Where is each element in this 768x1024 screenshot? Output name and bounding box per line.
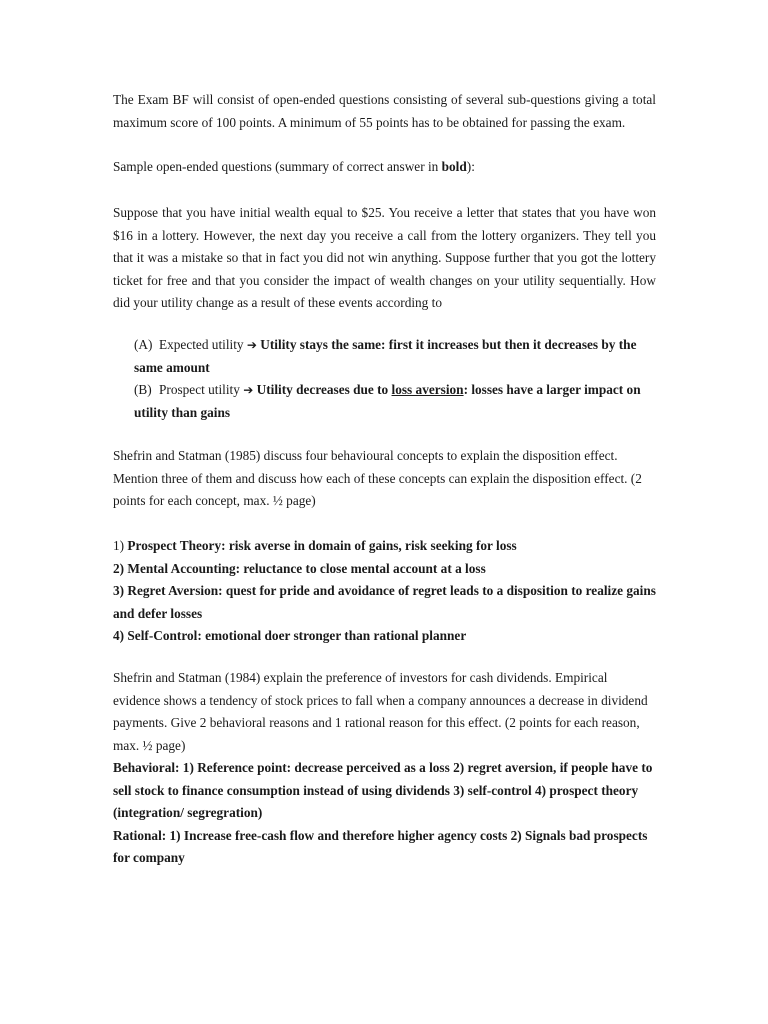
option-b [134, 379, 656, 424]
answer-3-text: 3) Regret Aversion: quest for pride and avoidance of regret leads to a disposition to realize gains and defer losses [113, 583, 656, 621]
option-b-label: (B) [134, 382, 152, 397]
option-b-answer-start: Utility decreases due to [256, 382, 392, 397]
sample-heading-tail: ): [466, 159, 475, 174]
loss-aversion-term: loss aversion [391, 382, 464, 397]
option-a-label: (A) [134, 337, 153, 352]
option-b-answer-end: : losses have a larger impact on utility than gains [134, 382, 641, 420]
sample-heading-text: Sample open-ended questions (summary of correct answer in [113, 159, 442, 174]
answer-4-text: 4) Self-Control: emotional doer stronger than rational planner [113, 628, 467, 643]
rational-text: Rational: 1) Increase free-cash flow and therefore higher agency costs 2) Signals bad prospects for company [113, 827, 648, 865]
behavioral-text: Behavioral: 1) Reference point: decrease perceived as a loss 2) regret aversion, if people have to sell stock to finance consumption instead of using dividends 3) self-control 4) prospect theory (integration/ segregration) [113, 760, 653, 820]
answer-self-control [113, 625, 656, 648]
question-1: Suppose that you have initial wealth equal to $25. You receive a letter that states that you have won $16 in a lottery. However, the next day you receive a call from the lottery organizers. They tell you that it was a mistake so that in fact you did not win anything. Suppose further that you got the lottery ticket for free and that you consider the impact of wealth changes on your utility sequentially. How did your utility change as a result of these events according to [113, 205, 656, 310]
answer-mental-accounting [113, 558, 656, 581]
question-2-answers [113, 535, 656, 648]
question-3: Shefrin and Statman (1984) explain the preference of investors for cash dividends. Empirical evidence shows a tendency of stock prices to fall when a company announces a decrease in dividend payments. Give 2 behavioral reasons and 1 rational reason for this effect. (2 points for each reason, max. ½ page) [113, 670, 648, 753]
question-2: Shefrin and Statman (1985) discuss four behavioural concepts to explain the disposition effect. Mention three of them and discuss how each of these concepts can explain the disposition effect. (2 points for each concept, max. ½ page) [113, 448, 642, 508]
option-a [134, 334, 656, 379]
answer-1-number: 1) [113, 538, 128, 553]
sample-heading [113, 156, 656, 179]
right-arrow-icon: ➔ [246, 338, 257, 352]
answer-behavioral [113, 757, 656, 825]
answer-rational [113, 825, 656, 870]
answer-prospect-theory [113, 535, 656, 558]
option-a-prefix: Expected utility [159, 337, 244, 352]
option-b-prefix: Prospect utility [159, 382, 240, 397]
intro-paragraph: The Exam BF will consist of open-ended questions consisting of several sub-questions giving a total maximum score of 100 points. A minimum of 55 points has to be obtained for passing the exam. [113, 92, 656, 130]
sample-heading-bold: bold [441, 159, 467, 174]
answer-2-text: 2) Mental Accounting: reluctance to close mental account at a loss [113, 560, 486, 576]
right-arrow-icon: ➔ [243, 383, 254, 397]
answer-1-text: Prospect Theory: risk averse in domain of gains, risk seeking for loss [127, 538, 517, 553]
question-3-answers [113, 757, 656, 870]
answer-regret-aversion [113, 580, 656, 625]
option-a-answer: Utility stays the same: first it increases but then it decreases by the same amount [134, 337, 637, 375]
